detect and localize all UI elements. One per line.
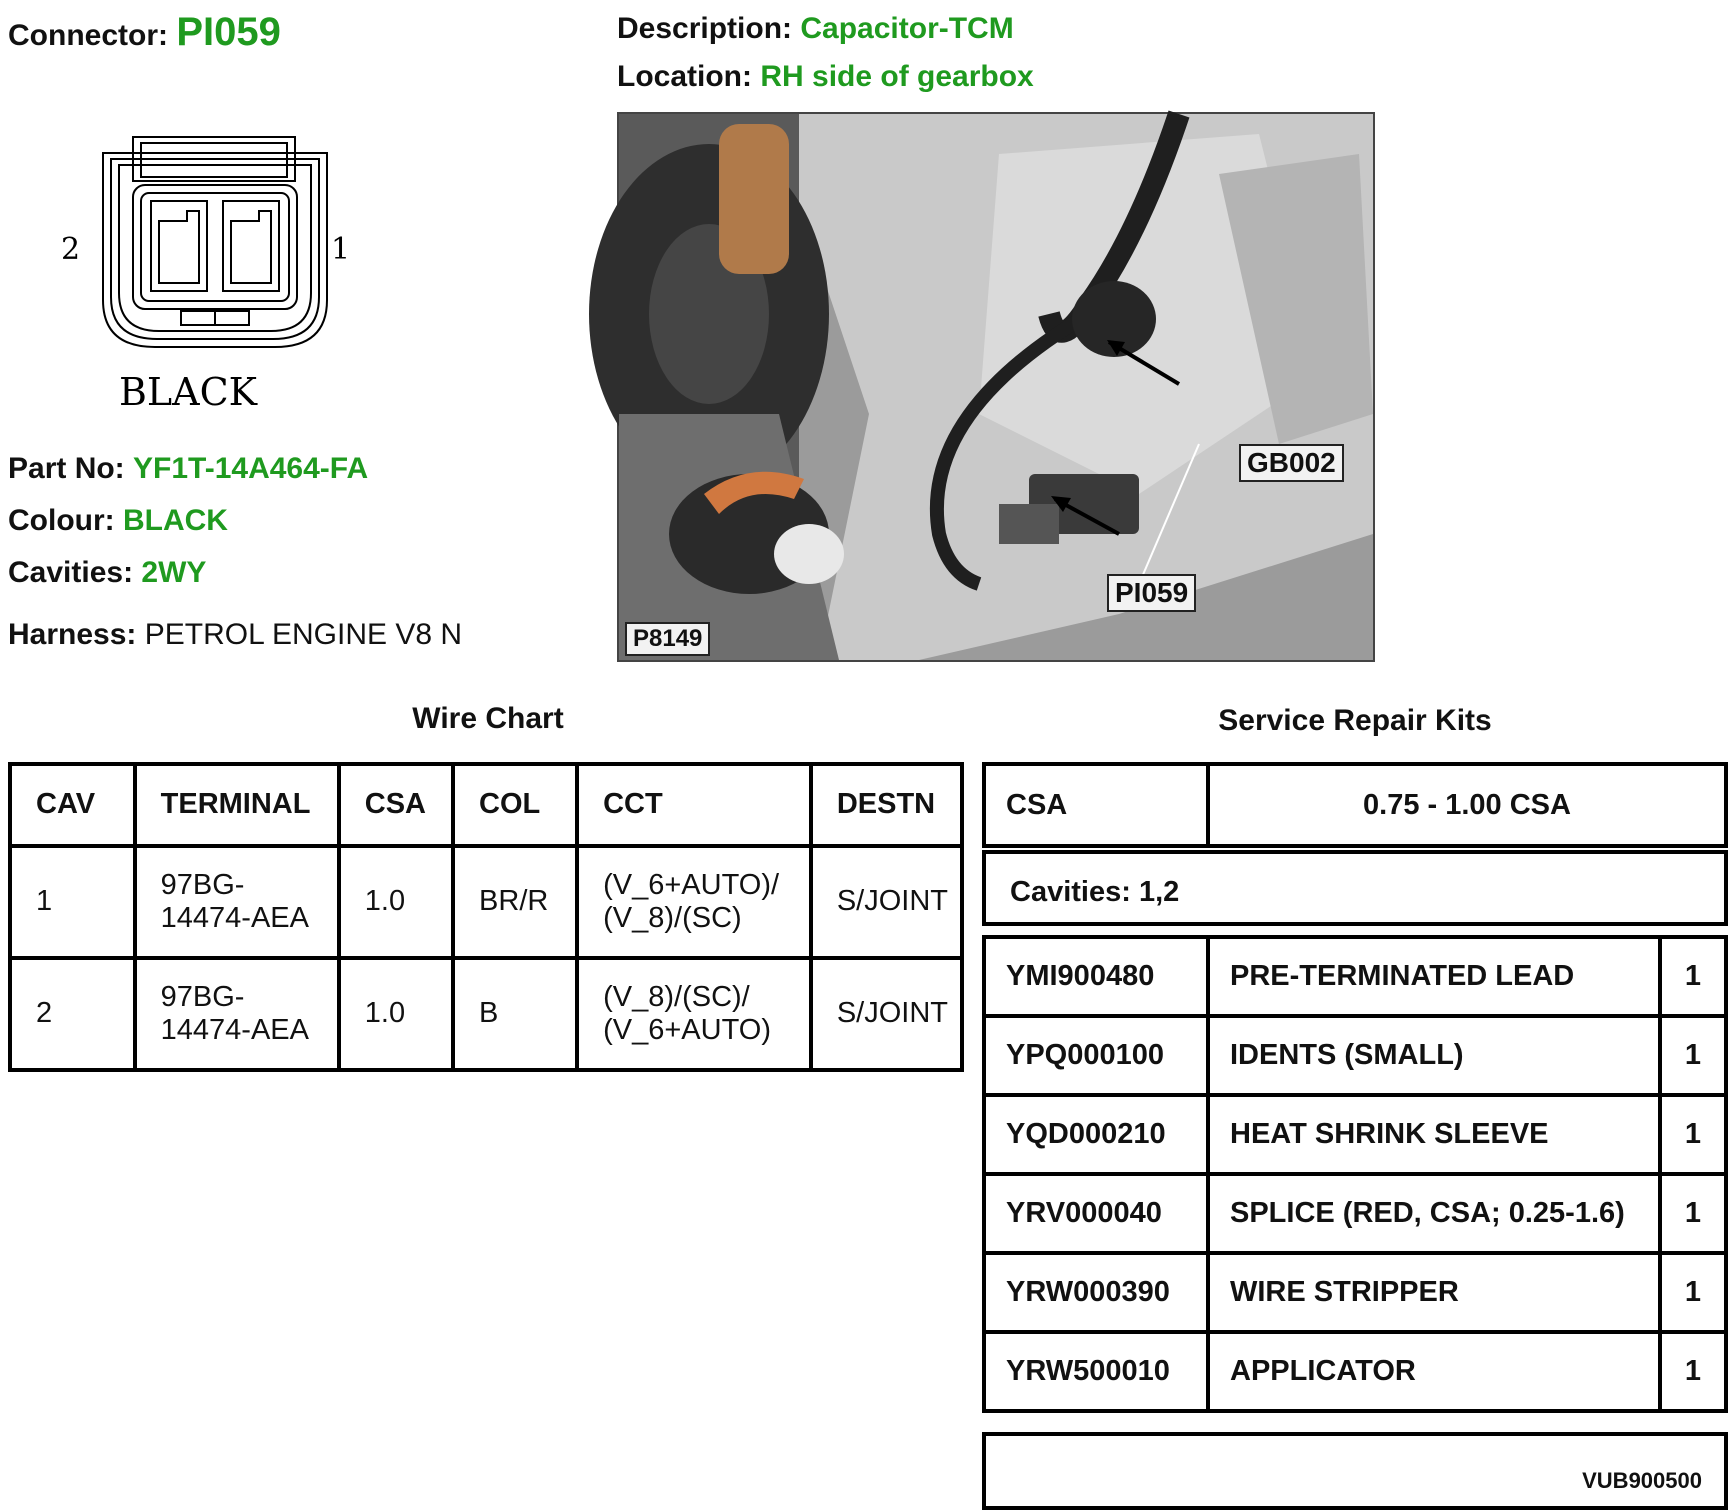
table-row	[984, 937, 1726, 1016]
location-label: Location:	[617, 60, 752, 93]
location-field	[617, 60, 1034, 94]
col-header-col: COL	[453, 764, 577, 846]
colour-label: Colour:	[8, 504, 115, 537]
kit-desc-cell: SPLICE (RED, CSA; 0.25-1.6)	[1208, 1174, 1660, 1253]
kit-qty-cell: 1	[1660, 1253, 1726, 1332]
terminal-line-2: 14474-AEA	[160, 1014, 309, 1046]
table-row	[984, 1253, 1726, 1332]
wire-chart-table	[8, 762, 964, 1072]
terminal-line-1: 97BG-	[160, 980, 245, 1013]
cct-line-1: (V_8)/(SC)/	[603, 980, 750, 1013]
terminal-line-2: 14474-AEA	[160, 902, 309, 934]
table-row	[984, 1016, 1726, 1095]
col-header-terminal: TERMINAL	[135, 764, 339, 846]
col-header-cav: CAV	[10, 764, 135, 846]
connector-colour-caption: BLACK	[119, 370, 258, 414]
cct-line-2: (V_8)/(SC)	[603, 902, 742, 934]
harness-value: PETROL ENGINE V8 N	[144, 618, 463, 651]
cavities-label: Cavities:	[8, 556, 134, 589]
csa-range: 0.75 - 1.00 CSA	[1208, 764, 1726, 846]
kit-desc-cell: HEAT SHRINK SLEEVE	[1208, 1095, 1660, 1174]
description-field	[617, 12, 1014, 46]
repair-kits-title: Service Repair Kits	[1218, 704, 1492, 737]
table-row	[10, 846, 962, 958]
csa-label: CSA	[984, 764, 1208, 846]
kit-qty-cell: 1	[1660, 1174, 1726, 1253]
part-no-field	[8, 452, 368, 486]
kit-desc-cell: IDENTS (SMALL)	[1208, 1016, 1660, 1095]
col-header-csa: CSA	[339, 764, 453, 846]
kit-part-cell: YQD000210	[984, 1095, 1208, 1174]
destn-cell: S/JOINT	[811, 846, 962, 958]
kit-desc-cell: WIRE STRIPPER	[1208, 1253, 1660, 1332]
destn-cell: S/JOINT	[811, 958, 962, 1070]
repair-kits-items-table	[982, 935, 1728, 1413]
kit-qty-cell: 1	[1660, 937, 1726, 1016]
col-cell: B	[453, 958, 577, 1070]
description-label: Description:	[617, 12, 793, 45]
cav-cell: 1	[10, 846, 135, 958]
table-row	[984, 1332, 1726, 1411]
wire-chart-header-row	[10, 764, 962, 846]
kit-part-cell: YPQ000100	[984, 1016, 1208, 1095]
csa-cell: 1.0	[339, 846, 453, 958]
gearbox-photo-illustration	[619, 114, 1373, 660]
kit-qty-cell: 1	[1660, 1016, 1726, 1095]
location-value: RH side of gearbox	[760, 60, 1034, 93]
callout-gb002: GB002	[1239, 444, 1344, 482]
harness-label: Harness:	[8, 618, 137, 651]
connector-face-diagram	[55, 125, 351, 415]
cct-line-2: (V_6+AUTO)	[603, 1014, 771, 1046]
cav-cell: 2	[10, 958, 135, 1070]
table-row	[984, 1174, 1726, 1253]
col-header-cct: CCT	[577, 764, 811, 846]
colour-value: BLACK	[122, 504, 228, 537]
kit-part-cell: YMI900480	[984, 937, 1208, 1016]
description-value: Capacitor-TCM	[800, 12, 1014, 45]
location-photo	[617, 112, 1375, 662]
terminal-line-1: 97BG-	[160, 868, 245, 901]
col-cell: BR/R	[453, 846, 577, 958]
kit-desc-cell: PRE-TERMINATED LEAD	[1208, 937, 1660, 1016]
cct-cell	[577, 846, 811, 958]
wire-chart-title: Wire Chart	[412, 702, 564, 735]
csa-row	[984, 764, 1726, 846]
cct-line-1: (V_6+AUTO)/	[603, 868, 780, 901]
connector-value: PI059	[176, 10, 281, 54]
table-row	[10, 958, 962, 1070]
terminal-cell	[135, 846, 339, 958]
csa-cell: 1.0	[339, 958, 453, 1070]
col-header-destn: DESTN	[811, 764, 962, 846]
pin-label-2: 2	[61, 232, 81, 267]
repair-kits-csa-table	[982, 762, 1728, 848]
cct-cell	[577, 958, 811, 1070]
repair-kit-code: VUB900500	[982, 1432, 1728, 1510]
connector-label: Connector:	[8, 19, 168, 52]
kit-part-cell: YRW500010	[984, 1332, 1208, 1411]
cavities-value: 2WY	[141, 556, 207, 589]
part-no-value: YF1T-14A464-FA	[133, 452, 369, 485]
harness-field	[8, 618, 462, 652]
pin-label-1: 1	[331, 232, 351, 267]
callout-pi059: PI059	[1107, 574, 1196, 612]
kit-part-cell: YRV000040	[984, 1174, 1208, 1253]
table-row	[984, 1095, 1726, 1174]
kit-desc-cell: APPLICATOR	[1208, 1332, 1660, 1411]
kit-part-cell: YRW000390	[984, 1253, 1208, 1332]
repair-kits-cavities: Cavities: 1,2	[982, 850, 1728, 926]
kit-qty-cell: 1	[1660, 1332, 1726, 1411]
kit-qty-cell: 1	[1660, 1095, 1726, 1174]
cavities-field	[8, 556, 206, 590]
part-no-label: Part No:	[8, 452, 125, 485]
colour-field	[8, 504, 228, 538]
connector-field	[8, 10, 281, 55]
photo-id-label: P8149	[625, 622, 710, 656]
terminal-cell	[135, 958, 339, 1070]
